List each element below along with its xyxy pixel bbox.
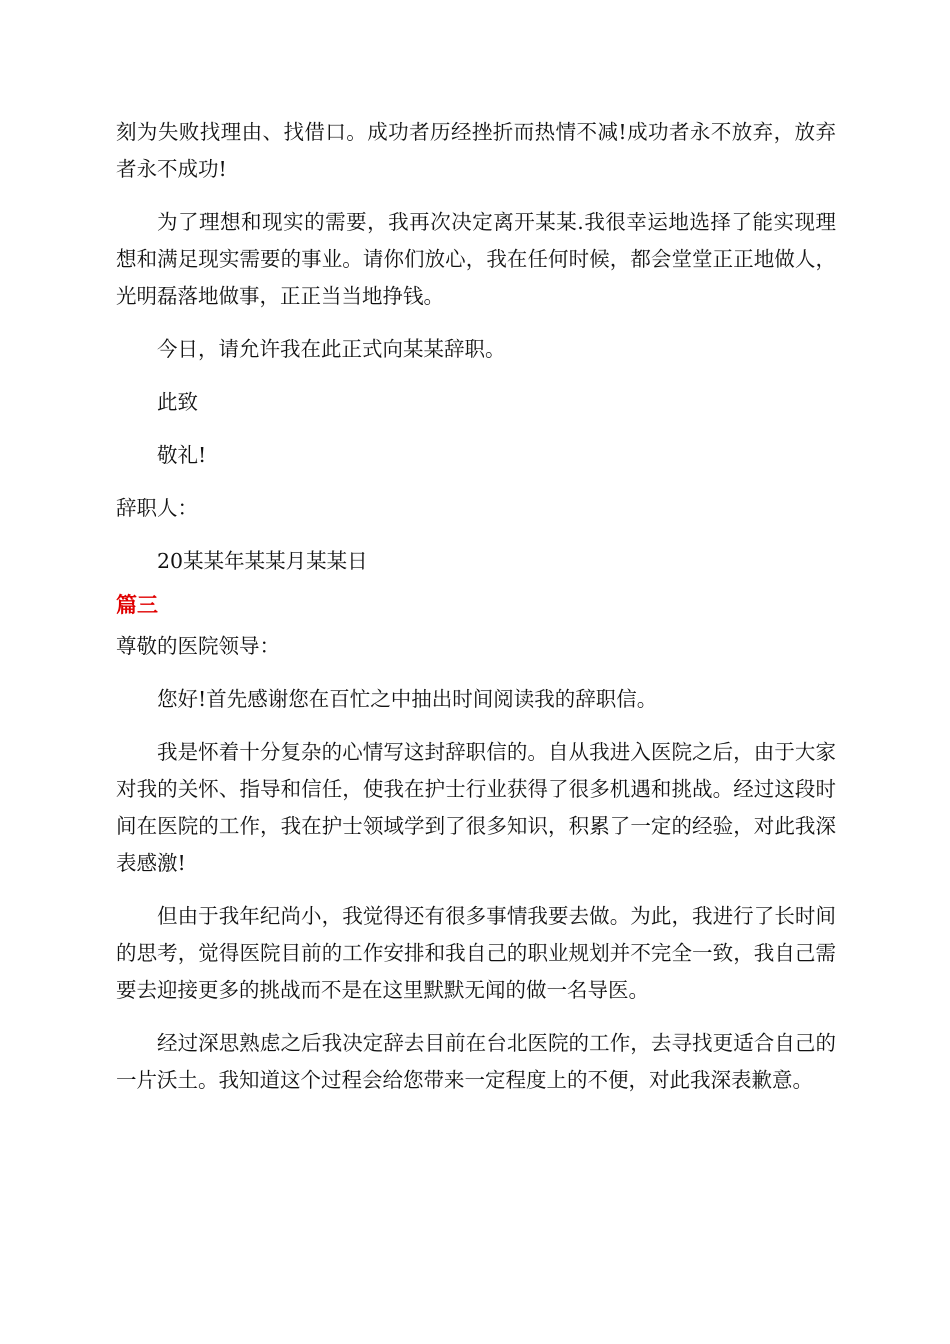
date-line: 20某某年某某月某某日 (157, 549, 368, 573)
paragraph-gratitude: 我是怀着十分复杂的心情写这封辞职信的。自从我进入医院之后，由于大家对我的关怀、指导和信任，使我在护士行业获得了很多机遇和挑战。经过这段时间在医院的工作，我在护士领域学到了很多知识，积累了一定的经验，对此我深表感激! (116, 740, 836, 875)
paragraph-apology: 经过深思熟虑之后我决定辞去目前在台北医院的工作，去寻找更适合自己的一片沃土。我知道这个过程会给您带来一定程度上的不便，对此我深表歉意。 (116, 1031, 836, 1092)
document-page (116, 114, 836, 1115)
paragraph-continuation: 刻为失败找理由、找借口。成功者历经挫折而热情不减!成功者永不放弃，放弃者永不成功! (116, 120, 836, 181)
paragraph-greeting: 您好!首先感谢您在百忙之中抽出时间阅读我的辞职信。 (157, 687, 658, 711)
paragraph-reason: 但由于我年纪尚小，我觉得还有很多事情我要去做。为此，我进行了长时间的思考，觉得医院目前的工作安排和我自己的职业规划并不完全一致，我自己需要去迎接更多的挑战而不是在这里默默无闻的做一名导医。 (116, 904, 836, 1002)
paragraph-decision: 为了理想和现实的需要，我再次决定离开某某.我很幸运地选择了能实现理想和满足现实需要的事业。请你们放心，我在任何时候，都会堂堂正正地做人，光明磊落地做事，正正当当地挣钱。 (116, 210, 836, 308)
signature-label: 辞职人： (116, 496, 198, 520)
closing-jingli: 敬礼! (157, 443, 207, 467)
paragraph-resign-request: 今日，请允许我在此正式向某某辞职。 (157, 337, 506, 361)
section-heading: 篇三 (116, 593, 158, 617)
closing-cizhi: 此致 (157, 390, 198, 414)
salutation: 尊敬的医院领导： (116, 634, 280, 658)
